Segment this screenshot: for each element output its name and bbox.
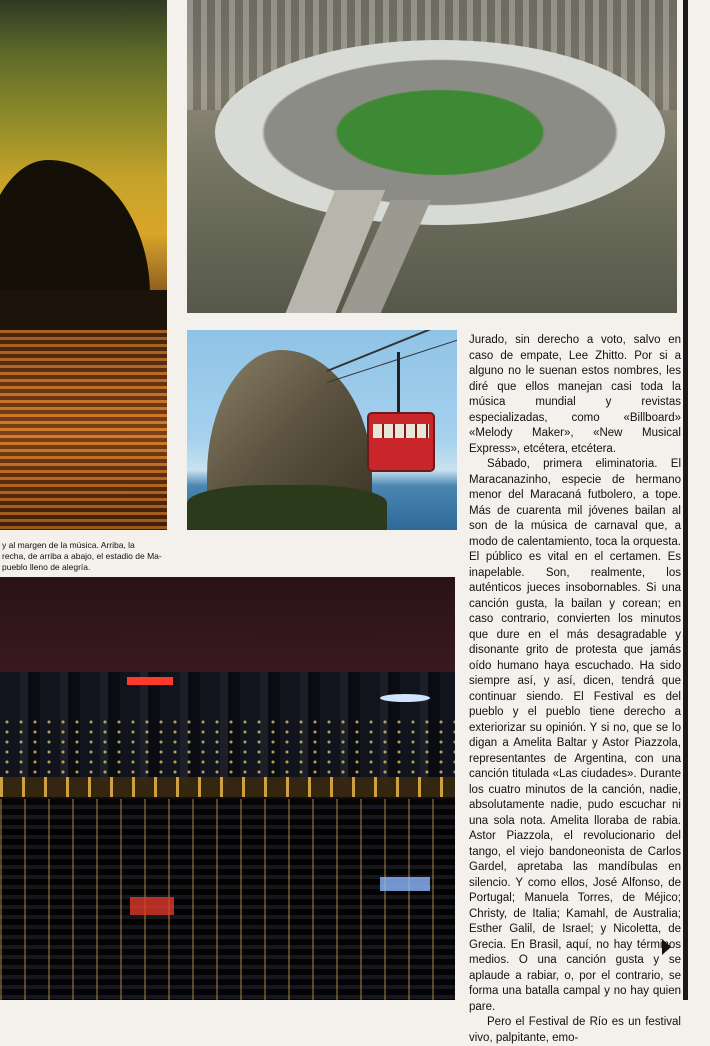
red-reflection (130, 897, 174, 915)
sunset-bay-photo (0, 0, 167, 530)
page-edge-divider (683, 0, 688, 1000)
mountain-silhouette (0, 160, 150, 310)
water-reflection (0, 330, 167, 530)
article-paragraph: Jurado, sin derecho a voto, salvo en caso de empate, Lee Zhitto. Por si a alguno no le suenan estos nombres, les diré que ellos manejan casi toda la música mundial y revistas especializadas, como «Billboard» «Melody Maker», «New Musical Express», etcétera, etcétera. (469, 334, 681, 455)
cablecar-cabin (367, 412, 435, 472)
rio-night-photo (0, 577, 455, 1000)
article-paragraph: Sábado, primera eliminatoria. El Maracanazinho, especie de hermano menor del Maracaná futbolero, a tope. Más de cuarenta mil jóvenes bailan al son de la música de carnaval que, a modo de calentamiento, toca la orquesta. El público es vital en el certamen. Es inapelable. Son, realmente, los auténticos jueces insobornables. Si una canción gusta, la bailan y corean; en caso contrario, convierten los minutos que dure en el más desagradable y disonante grito de protesta que jamás oído humano haya escuchado. Ha sido siempre así, y así, dicen, tendrá que continuar siendo. El Festival es del pueblo y el pueblo tiene derecho a exteriorizar su opinión. Y si no, que se lo digan a Amelita Baltar y Astor Piazzola, representantes de Argentina, con una canción titulada «Las ciudades». Durante los cuatro minutos de la canción, nadie, absolutamente nadie, pudo escuchar ni una sola nota. Amelita lloraba de rabia. Astor Piazzola, el revolucionario del tango, el viejo bandoneonista de Carlos Gardel, apretaba las mandíbulas en silencio. Y como ellos, José Alfonso, de Portugal; Manuela Torres, de Méjico; Christy, de Italia; Kamahl, de Australia; Esther Galil, de Israel; y Nicoletta, de Grecia. En Brasil, aquí, no hay términos medios. O una canción gusta y se aplaude a rabiar, o, por el contrario, se forma una batalla campal y no hay quien pare. (469, 458, 681, 1013)
stadium-bowl (215, 40, 665, 225)
continue-arrow-icon (662, 939, 671, 955)
photo-caption: y al margen de la música. Arriba, la recha, de arriba a abajo, el estadio de Ma- pueblo lleno de alegría. (2, 540, 162, 572)
sugarloaf-cablecar-photo (187, 330, 457, 530)
article-column (469, 333, 681, 1046)
lagoon-reflection (0, 799, 455, 1000)
article-paragraph: Pero el Festival de Río es un festival vivo, palpitante, emo- (469, 1016, 681, 1044)
shoreline (0, 290, 167, 330)
cablecar-hanger (397, 352, 400, 414)
cable-line (327, 330, 457, 372)
lit-dome (380, 694, 430, 702)
neon-sign (127, 677, 173, 685)
maracana-stadium-photo (187, 0, 677, 313)
blue-reflection (380, 877, 430, 891)
city-lights (0, 717, 455, 777)
tree-line (187, 485, 387, 530)
promenade-lights (0, 777, 455, 797)
